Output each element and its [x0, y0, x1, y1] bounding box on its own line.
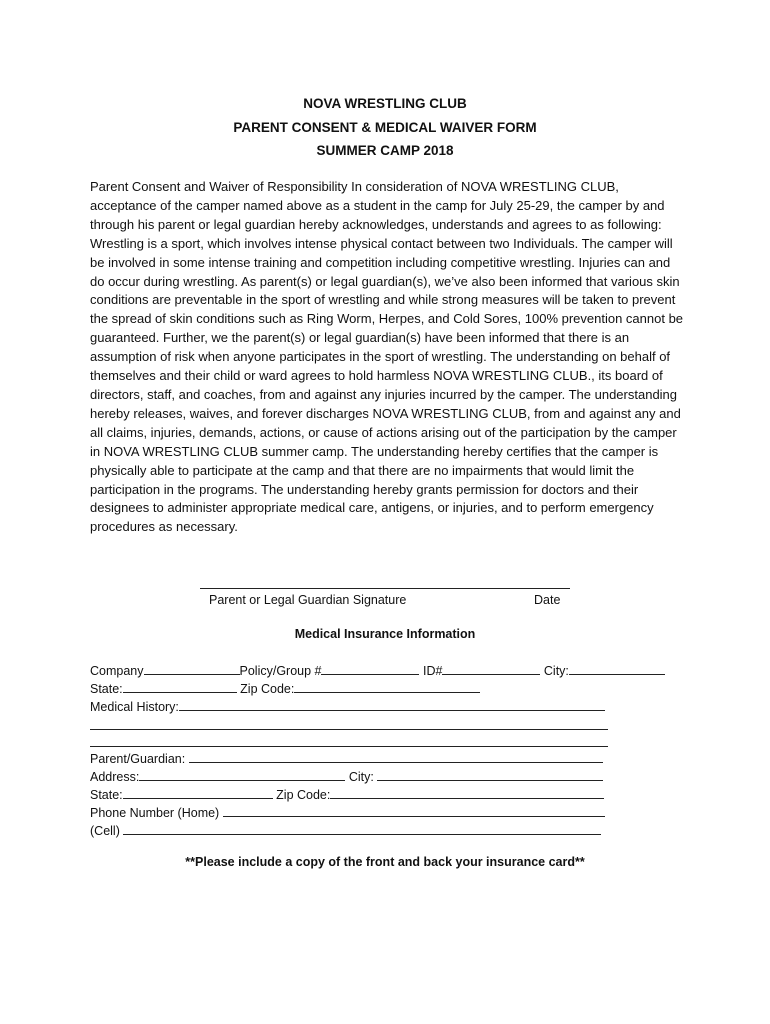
cell-phone-label: (Cell): [90, 824, 120, 838]
contact-zip-field[interactable]: [330, 786, 604, 799]
policy-label: Policy/Group #: [239, 664, 322, 678]
cell-phone-row: [90, 822, 601, 838]
medical-history-line-3[interactable]: [90, 746, 608, 747]
club-title: NOVA WRESTLING CLUB: [303, 96, 467, 111]
contact-city-label: City:: [348, 770, 374, 784]
insurance-zip-field[interactable]: [294, 680, 480, 693]
insurance-row-2: [90, 680, 480, 696]
cell-phone-field[interactable]: [123, 822, 601, 835]
contact-zip-label: Zip Code:: [276, 788, 331, 802]
insurance-city-field[interactable]: [569, 662, 665, 675]
policy-field[interactable]: [321, 662, 419, 675]
company-field[interactable]: [144, 662, 240, 675]
home-phone-row: [90, 804, 605, 820]
camp-title: SUMMER CAMP 2018: [316, 143, 454, 158]
address-field[interactable]: [139, 768, 345, 781]
guardian-row: [90, 750, 603, 766]
contact-city-field[interactable]: [377, 768, 603, 781]
insurance-zip-label: Zip Code:: [240, 682, 295, 696]
insurance-card-note: **Please include a copy of the front and back your insurance card**: [185, 855, 585, 869]
medical-history-field[interactable]: [179, 698, 605, 711]
address-row: [90, 768, 603, 784]
home-phone-field[interactable]: [223, 804, 605, 817]
medical-history-line-2[interactable]: [90, 729, 608, 730]
address-label: Address:: [90, 770, 140, 784]
insurance-city-label: City:: [543, 664, 569, 678]
guardian-field[interactable]: [189, 750, 603, 763]
contact-state-field[interactable]: [123, 786, 273, 799]
id-label: ID#: [422, 664, 443, 678]
id-field[interactable]: [442, 662, 540, 675]
insurance-state-field[interactable]: [123, 680, 237, 693]
contact-state-label: State:: [90, 788, 123, 802]
medical-history-label: Medical History:: [90, 700, 179, 714]
company-label: Company: [90, 664, 144, 678]
date-label: Date: [534, 593, 561, 607]
insurance-heading: Medical Insurance Information: [294, 627, 476, 641]
signature-line[interactable]: [200, 588, 570, 589]
waiver-paragraph: Parent Consent and Waiver of Responsibility In consideration of NOVA WRESTLING CLUB, acceptance of the camper named above as a student in the camp for July 25-29, the camper by and through his parent or legal guardian hereby acknowledges, understands and agrees to as following: Wrestling is a sport, which involves intense physical contact between two Individuals. The camper will be involved in some intense training and competition including competitive wrestling. Injuries can and do occur during wrestling. As parent(s) or legal guardian(s), we’ve also been informed that various skin conditions are preventable in the sport of wrestling and while strong measures will be taken to prevent the spread of skin conditions such as Ring Worm, Herpes, and Cold Sores, 100% prevention cannot be guaranteed. Further, we the parent(s) or legal guardian(s) have been informed that there is an assumption of risk when anyone participates in the sport of wrestling. The understanding on behalf of themselves and their child or ward agrees to hold harmless NOVA WRESTLING CLUB., its board of directors, staff, and coaches, from and against any injuries incurred by the camper. The understanding hereby releases, waives, and forever discharges NOVA WRESTLING CLUB, from and against any and all claims, injuries, demands, actions, or cause of actions arising out of the participation by the camper in NOVA WRESTLING CLUB summer camp. The understanding hereby certifies that the camper is physically able to participate at the camp and that there are no impairments that would limit the participation in the programs. The understanding hereby grants permission for doctors and their designees to administer appropriate medical care, antigens, or injuries, and to perform emergency procedures as necessary.: [90, 179, 684, 535]
guardian-label: Parent/Guardian:: [90, 752, 186, 766]
contact-state-row: [90, 786, 604, 802]
form-title: PARENT CONSENT & MEDICAL WAIVER FORM: [233, 120, 537, 135]
medical-history-row: [90, 698, 605, 714]
home-phone-label: Phone Number (Home): [90, 806, 220, 820]
insurance-state-label: State:: [90, 682, 123, 696]
signature-label: Parent or Legal Guardian Signature: [209, 593, 407, 607]
insurance-row-1: [90, 662, 665, 678]
